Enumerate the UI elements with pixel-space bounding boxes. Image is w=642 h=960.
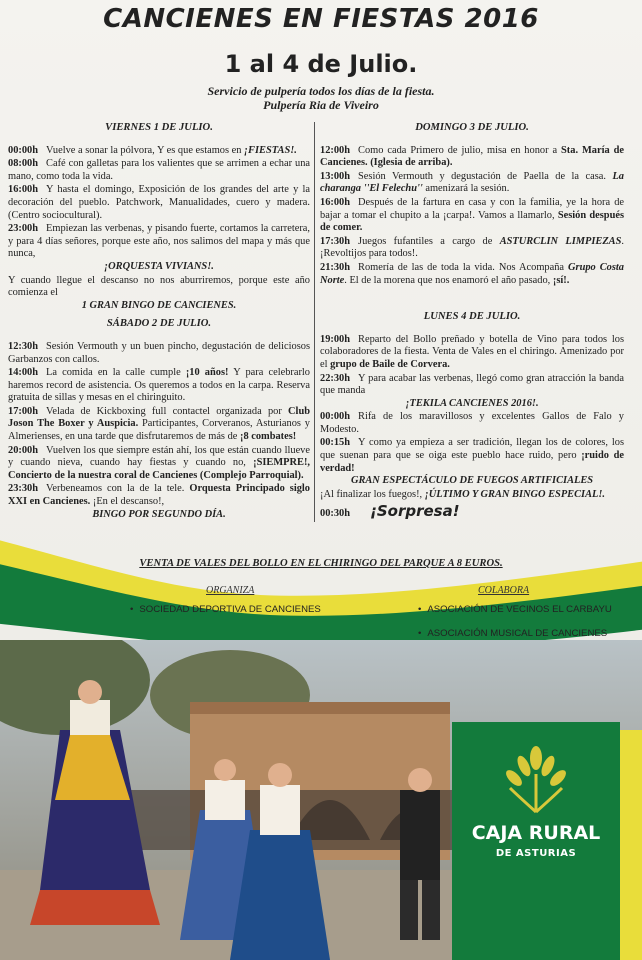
- schedule-entry: [8, 145, 310, 158]
- entry-text: Después de la fartura en casa y con la familia, ye la hora de bajar a tomar el chupito a la ¡carpa!. Vamos a llamarlo,: [320, 196, 624, 221]
- list-item: • SOCIEDAD DEPORTIVA DE CANCIENES: [130, 604, 321, 615]
- schedule-entry: [8, 367, 310, 405]
- schedule-entry: [8, 223, 310, 273]
- list-item: • ASOCIACIÓN MUSICAL DE CANCIENES: [418, 628, 634, 639]
- entry-highlight: Club Joson The Boxer y Auspicia.: [8, 405, 310, 430]
- subtitle-service: Servicio de pulpería todos los días de la fiesta.: [207, 84, 435, 98]
- entry-highlight: GRAN ESPECTÁCULO DE FUEGOS ARTIFICIALES: [350, 475, 594, 487]
- left-column: [8, 120, 310, 522]
- entry-text: Y hasta el domingo, Exposición de los grandes del arte y la decoración del pueblo. Patchwork, Manualidades, cuero y madera. (Centro sociocultural).: [8, 184, 310, 221]
- schedule-entry: [320, 437, 624, 487]
- entry-highlight: Sta. María de Cancienes. (Iglesia de arriba).: [320, 144, 624, 169]
- entry-highlight: ¡SIEMPRE!, Concierto de la nuestra coral de Cancienes (Complejo Parroquial).: [8, 457, 310, 481]
- decorative-strip: [620, 730, 642, 960]
- entry-highlight: ¡8 combates!: [239, 431, 297, 443]
- entry-text: Velada de Kickboxing full contactel organizada por: [46, 405, 289, 417]
- entry-time: 21:30h: [320, 261, 351, 273]
- entry-text: Vuelven los que siempre están ahí, los que están cuando llueve y cuando nieva, cuando hay fiestas y cuando no,: [8, 444, 310, 469]
- entry-time: 00:15h: [320, 437, 351, 449]
- entry-text: Vuelve a sonar la pólvora, Y es que estamos en: [46, 144, 245, 156]
- entry-time: 08:00h: [8, 158, 39, 170]
- entry-highlight: grupo de Baile de Corvera.: [330, 358, 450, 370]
- entry-time: 16:00h: [8, 184, 39, 196]
- sponsor-panel: [452, 722, 620, 960]
- entry-time: 16:00h: [320, 196, 351, 208]
- organiza-heading: ORGANIZA: [206, 585, 255, 596]
- entry-text: Romería de las de toda la vida. Nos Acompaña: [358, 261, 569, 273]
- voucher-sale-notice: VENTA DE VALES DEL BOLLO EN EL CHIRINGO DEL PARQUE A 8 EUROS.: [139, 558, 503, 569]
- entry-highlight: BINGO POR SEGUNDO DÍA.: [92, 508, 226, 520]
- entry-highlight: ¡FIESTAS!.: [244, 144, 297, 156]
- schedule-entry: [320, 502, 624, 521]
- entry-text: amenizará la sesión.: [422, 183, 510, 195]
- entry-text: Verbeneamos con la de la tele.: [46, 483, 190, 495]
- column-divider: [314, 122, 315, 522]
- schedule-entry: [320, 145, 624, 170]
- entry-time: 22:30h: [320, 372, 351, 384]
- schedule-entry: [8, 483, 310, 521]
- wheat-sheaf-icon: [496, 744, 576, 814]
- subtitle-pulperia: Pulpería Ria de Viveiro: [263, 98, 379, 112]
- entry-time: 19:00h: [320, 333, 351, 345]
- schedule-entry: [320, 262, 624, 287]
- schedule-entry: [320, 411, 624, 436]
- day-heading-saturday: SÁBADO 2 DE JULIO.: [106, 318, 212, 330]
- schedule-entry: [8, 445, 310, 483]
- entry-text: Y para acabar las verbenas, llegó como gran atracción la banda que manda: [320, 372, 624, 397]
- surprise-highlight: ¡Sorpresa!: [370, 502, 460, 521]
- entry-text: Café con galletas para los valientes que se arrimen a echar una mano, como toda la vida.: [8, 158, 310, 182]
- entry-text: La comida en la calle cumple: [46, 367, 186, 379]
- entry-time: 00:00h: [320, 411, 351, 423]
- entry-text: . El de la morena que nos enamoró el año pasado,: [344, 274, 553, 286]
- day-heading-sunday: DOMINGO 3 DE JULIO.: [415, 122, 529, 133]
- day-heading-monday: LUNES 4 DE JULIO.: [423, 311, 521, 323]
- schedule-entry: [8, 406, 310, 444]
- entry-time: 12:30h: [8, 340, 39, 352]
- entry-highlight: La charanga ''El Felechu'': [320, 170, 624, 195]
- schedule-entry: [320, 373, 624, 411]
- list-item: • ASOCIACIÓN DE VECINOS EL CARBAYU: [418, 604, 634, 615]
- entry-text: ¡En el descanso!,: [90, 496, 165, 508]
- entry-text: Rifa de los maravillosos y excelentes Gallos de Falo y Modesto.: [320, 411, 624, 435]
- entry-text: . ¡Revoltijos para todos!.: [320, 235, 625, 260]
- entry-text: Empiezan las verbenas, y pisando fuerte, cortamos la carretera, y para 4 días señores, porque este año, nos salimos del mapa y más que nunca,: [8, 223, 310, 260]
- colabora-heading: COLABORA: [478, 585, 530, 596]
- schedule-entry: [320, 171, 624, 196]
- entry-highlight: ¡ÚLTIMO Y GRAN BINGO ESPECIAL!.: [424, 488, 605, 500]
- schedule-entry: [8, 341, 310, 366]
- entry-text: Y para celebrarlo haremos record de asistencia. Os queremos a todos en la carpa. Reserva gratuita de sillas y mesas en el chiringuito.: [8, 367, 311, 404]
- day-heading-friday: VIERNES 1 DE JULIO.: [105, 122, 213, 133]
- entry-highlight: ASTURCLIN LIMPIEZAS: [499, 235, 622, 247]
- entry-time: 20:00h: [8, 444, 39, 456]
- entry-highlight: ¡ORQUESTA VIVIANS!.: [104, 260, 214, 272]
- entry-text: Sesión Vermouth y un buen pincho, degustación de deliciosos Garbanzos con callos.: [8, 340, 310, 365]
- entry-time: 23:30h: [8, 483, 39, 495]
- entry-time: 14:00h: [8, 367, 39, 379]
- entry-text: ¡Al finalizar los fuegos!,: [320, 488, 425, 500]
- entry-highlight: ¡sí!.: [552, 274, 570, 286]
- entry-text: Juegos fufantiles a cargo de: [358, 235, 500, 247]
- sponsor-name: CAJA RURAL: [471, 822, 601, 844]
- entry-highlight: ¡TEKILA CANCIENES 2016!.: [405, 397, 539, 409]
- entry-highlight: ¡ruido de verdad!: [320, 450, 624, 474]
- entry-time: 12:00h: [320, 144, 351, 156]
- schedule-entry: [320, 236, 624, 261]
- schedule-entry: [8, 158, 310, 183]
- entry-time: 00:30h: [320, 508, 351, 520]
- organiza-list: [130, 604, 321, 628]
- festival-dates: 1 al 4 de Julio.: [224, 50, 418, 78]
- entry-text: Sesión Vermouth y degustación de Paella de la casa.: [358, 170, 606, 182]
- entry-highlight: 1 GRAN BINGO DE CANCIENES.: [81, 299, 237, 311]
- entry-time: 00:00h: [8, 144, 39, 156]
- sponsor-subtitle: DE ASTURIAS: [495, 848, 577, 859]
- schedule-entry: [320, 489, 624, 502]
- entry-text: Y como ya empieza a ser tradición, llegan los de colores, los que suenan para que se oiga este pueblo hace ruido, pero: [320, 437, 624, 462]
- schedule-entry: [8, 275, 310, 313]
- entry-highlight: Sesión después de comer.: [320, 209, 624, 234]
- schedule-entry: [320, 334, 624, 372]
- schedule-entry: [8, 184, 310, 222]
- entry-highlight: Grupo Costa Norte: [320, 261, 624, 286]
- entry-time: 23:00h: [8, 223, 39, 235]
- entry-time: 13:00h: [320, 170, 351, 182]
- right-column: [320, 120, 624, 522]
- entry-text: Reparto del Bollo preñado y botella de Vino para todos los colaboradores de la fiesta. Venta de Vales en el chiringo. Amenizado por el: [320, 333, 624, 370]
- schedule-entry: [320, 197, 624, 235]
- entry-text: Y cuando llegue el descanso no nos aburriremos, porque este año comienza el: [8, 274, 310, 299]
- entry-text: Como cada Primero de julio, misa en honor a: [358, 144, 562, 156]
- entry-time: 17:00h: [8, 405, 39, 417]
- entry-highlight: Orquesta Principado siglo XXI en Cancienes.: [8, 483, 310, 508]
- entry-text: Participantes, Corveranos, Asturianos y Almerienses, en una tarde que disfrutaremos de más de: [8, 418, 310, 443]
- poster-title: CANCIENES EN FIESTAS 2016: [103, 4, 539, 34]
- entry-time: 17:30h: [320, 235, 351, 247]
- entry-highlight: ¡10 años!: [185, 367, 229, 379]
